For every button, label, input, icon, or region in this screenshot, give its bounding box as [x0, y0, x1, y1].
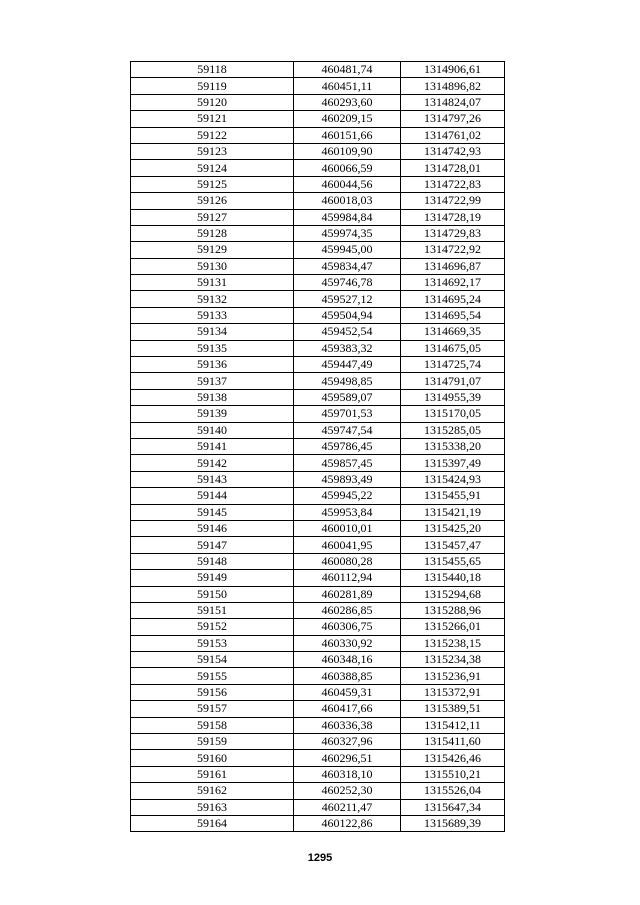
x-coordinate-cell: 459984,84 [294, 209, 401, 225]
x-coordinate-cell: 459974,35 [294, 225, 401, 241]
table-row [131, 209, 505, 225]
table-row [131, 373, 505, 389]
y-coordinate-cell: 1315440,18 [401, 570, 505, 586]
y-coordinate-cell: 1315234,38 [401, 652, 505, 668]
coordinates-table [130, 61, 505, 832]
point-id-cell: 59153 [131, 635, 294, 651]
x-coordinate-cell: 460306,75 [294, 619, 401, 635]
y-coordinate-cell: 1315338,20 [401, 438, 505, 454]
point-id-cell: 59159 [131, 734, 294, 750]
point-id-cell: 59143 [131, 471, 294, 487]
point-id-cell: 59135 [131, 340, 294, 356]
point-id-cell: 59150 [131, 586, 294, 602]
table-row [131, 62, 505, 78]
point-id-cell: 59128 [131, 225, 294, 241]
point-id-cell: 59155 [131, 668, 294, 684]
x-coordinate-cell: 459498,85 [294, 373, 401, 389]
y-coordinate-cell: 1314729,83 [401, 225, 505, 241]
table-row [131, 750, 505, 766]
x-coordinate-cell: 460330,92 [294, 635, 401, 651]
point-id-cell: 59137 [131, 373, 294, 389]
y-coordinate-cell: 1314896,82 [401, 78, 505, 94]
table-row [131, 438, 505, 454]
point-id-cell: 59147 [131, 537, 294, 553]
table-row [131, 357, 505, 373]
point-id-cell: 59121 [131, 111, 294, 127]
point-id-cell: 59123 [131, 143, 294, 159]
point-id-cell: 59140 [131, 422, 294, 438]
table-row [131, 602, 505, 618]
x-coordinate-cell: 460252,30 [294, 783, 401, 799]
table-row [131, 684, 505, 700]
table-row [131, 176, 505, 192]
table-row [131, 570, 505, 586]
point-id-cell: 59138 [131, 389, 294, 405]
y-coordinate-cell: 1315510,21 [401, 766, 505, 782]
y-coordinate-cell: 1315236,91 [401, 668, 505, 684]
y-coordinate-cell: 1315689,39 [401, 815, 505, 831]
table-row [131, 668, 505, 684]
x-coordinate-cell: 459786,45 [294, 438, 401, 454]
table-row [131, 111, 505, 127]
point-id-cell: 59118 [131, 62, 294, 78]
x-coordinate-cell: 459589,07 [294, 389, 401, 405]
y-coordinate-cell: 1315424,93 [401, 471, 505, 487]
table-row [131, 127, 505, 143]
y-coordinate-cell: 1315397,49 [401, 455, 505, 471]
table-row [131, 160, 505, 176]
y-coordinate-cell: 1314824,07 [401, 94, 505, 110]
point-id-cell: 59157 [131, 701, 294, 717]
table-row [131, 340, 505, 356]
point-id-cell: 59134 [131, 324, 294, 340]
point-id-cell: 59125 [131, 176, 294, 192]
y-coordinate-cell: 1315389,51 [401, 701, 505, 717]
point-id-cell: 59149 [131, 570, 294, 586]
table-row [131, 815, 505, 831]
y-coordinate-cell: 1315455,65 [401, 553, 505, 569]
point-id-cell: 59146 [131, 520, 294, 536]
y-coordinate-cell: 1315372,91 [401, 684, 505, 700]
x-coordinate-cell: 460281,89 [294, 586, 401, 602]
y-coordinate-cell: 1315170,05 [401, 406, 505, 422]
x-coordinate-cell: 460481,74 [294, 62, 401, 78]
x-coordinate-cell: 460327,96 [294, 734, 401, 750]
point-id-cell: 59145 [131, 504, 294, 520]
x-coordinate-cell: 460066,59 [294, 160, 401, 176]
point-id-cell: 59161 [131, 766, 294, 782]
y-coordinate-cell: 1315288,96 [401, 602, 505, 618]
x-coordinate-cell: 460336,38 [294, 717, 401, 733]
y-coordinate-cell: 1314695,54 [401, 307, 505, 323]
point-id-cell: 59133 [131, 307, 294, 323]
x-coordinate-cell: 460151,66 [294, 127, 401, 143]
y-coordinate-cell: 1315457,47 [401, 537, 505, 553]
y-coordinate-cell: 1314695,24 [401, 291, 505, 307]
table-row [131, 389, 505, 405]
table-row [131, 488, 505, 504]
table-row [131, 586, 505, 602]
x-coordinate-cell: 460209,15 [294, 111, 401, 127]
y-coordinate-cell: 1314722,83 [401, 176, 505, 192]
x-coordinate-cell: 460286,85 [294, 602, 401, 618]
x-coordinate-cell: 460348,16 [294, 652, 401, 668]
x-coordinate-cell: 460451,11 [294, 78, 401, 94]
table-row [131, 275, 505, 291]
point-id-cell: 59162 [131, 783, 294, 799]
y-coordinate-cell: 1314797,26 [401, 111, 505, 127]
y-coordinate-cell: 1315426,46 [401, 750, 505, 766]
x-coordinate-cell: 460293,60 [294, 94, 401, 110]
y-coordinate-cell: 1315526,04 [401, 783, 505, 799]
x-coordinate-cell: 460296,51 [294, 750, 401, 766]
point-id-cell: 59148 [131, 553, 294, 569]
x-coordinate-cell: 460018,03 [294, 193, 401, 209]
point-id-cell: 59144 [131, 488, 294, 504]
x-coordinate-cell: 459701,53 [294, 406, 401, 422]
y-coordinate-cell: 1315285,05 [401, 422, 505, 438]
y-coordinate-cell: 1314761,02 [401, 127, 505, 143]
table-row [131, 652, 505, 668]
table-row [131, 717, 505, 733]
x-coordinate-cell: 460211,47 [294, 799, 401, 815]
point-id-cell: 59130 [131, 258, 294, 274]
y-coordinate-cell: 1314692,17 [401, 275, 505, 291]
table-row [131, 619, 505, 635]
y-coordinate-cell: 1315294,68 [401, 586, 505, 602]
x-coordinate-cell: 459945,00 [294, 242, 401, 258]
y-coordinate-cell: 1315647,34 [401, 799, 505, 815]
y-coordinate-cell: 1315455,91 [401, 488, 505, 504]
table-row [131, 225, 505, 241]
y-coordinate-cell: 1314728,19 [401, 209, 505, 225]
point-id-cell: 59122 [131, 127, 294, 143]
x-coordinate-cell: 459383,32 [294, 340, 401, 356]
point-id-cell: 59119 [131, 78, 294, 94]
x-coordinate-cell: 459945,22 [294, 488, 401, 504]
table-row [131, 258, 505, 274]
table-row [131, 701, 505, 717]
point-id-cell: 59139 [131, 406, 294, 422]
table-row [131, 635, 505, 651]
y-coordinate-cell: 1314955,39 [401, 389, 505, 405]
x-coordinate-cell: 459857,45 [294, 455, 401, 471]
y-coordinate-cell: 1314728,01 [401, 160, 505, 176]
table-row [131, 799, 505, 815]
x-coordinate-cell: 459747,54 [294, 422, 401, 438]
table-row [131, 520, 505, 536]
x-coordinate-cell: 460318,10 [294, 766, 401, 782]
x-coordinate-cell: 460417,66 [294, 701, 401, 717]
y-coordinate-cell: 1315238,15 [401, 635, 505, 651]
x-coordinate-cell: 460041,95 [294, 537, 401, 553]
table-row [131, 553, 505, 569]
y-coordinate-cell: 1315421,19 [401, 504, 505, 520]
y-coordinate-cell: 1314696,87 [401, 258, 505, 274]
x-coordinate-cell: 459452,54 [294, 324, 401, 340]
y-coordinate-cell: 1315266,01 [401, 619, 505, 635]
table-row [131, 94, 505, 110]
x-coordinate-cell: 460080,28 [294, 553, 401, 569]
point-id-cell: 59151 [131, 602, 294, 618]
point-id-cell: 59120 [131, 94, 294, 110]
point-id-cell: 59129 [131, 242, 294, 258]
x-coordinate-cell: 459953,84 [294, 504, 401, 520]
x-coordinate-cell: 460109,90 [294, 143, 401, 159]
x-coordinate-cell: 459746,78 [294, 275, 401, 291]
table-row [131, 307, 505, 323]
y-coordinate-cell: 1314791,07 [401, 373, 505, 389]
x-coordinate-cell: 459893,49 [294, 471, 401, 487]
table-row [131, 734, 505, 750]
table-row [131, 471, 505, 487]
point-id-cell: 59158 [131, 717, 294, 733]
y-coordinate-cell: 1314722,92 [401, 242, 505, 258]
y-coordinate-cell: 1314906,61 [401, 62, 505, 78]
y-coordinate-cell: 1314725,74 [401, 357, 505, 373]
x-coordinate-cell: 459447,49 [294, 357, 401, 373]
point-id-cell: 59131 [131, 275, 294, 291]
table-row [131, 324, 505, 340]
table-row [131, 783, 505, 799]
table-row [131, 455, 505, 471]
table-row [131, 193, 505, 209]
table-row [131, 291, 505, 307]
point-id-cell: 59163 [131, 799, 294, 815]
y-coordinate-cell: 1315425,20 [401, 520, 505, 536]
page-number: 1295 [307, 852, 333, 864]
point-id-cell: 59156 [131, 684, 294, 700]
table-row [131, 537, 505, 553]
x-coordinate-cell: 460112,94 [294, 570, 401, 586]
point-id-cell: 59160 [131, 750, 294, 766]
table-row [131, 766, 505, 782]
x-coordinate-cell: 460459,31 [294, 684, 401, 700]
point-id-cell: 59136 [131, 357, 294, 373]
table-row [131, 143, 505, 159]
y-coordinate-cell: 1314675,05 [401, 340, 505, 356]
y-coordinate-cell: 1315412,11 [401, 717, 505, 733]
point-id-cell: 59126 [131, 193, 294, 209]
table-row [131, 422, 505, 438]
table-row [131, 406, 505, 422]
table-row [131, 504, 505, 520]
y-coordinate-cell: 1315411,60 [401, 734, 505, 750]
y-coordinate-cell: 1314742,93 [401, 143, 505, 159]
x-coordinate-cell: 460122,86 [294, 815, 401, 831]
point-id-cell: 59142 [131, 455, 294, 471]
x-coordinate-cell: 459527,12 [294, 291, 401, 307]
x-coordinate-cell: 460044,56 [294, 176, 401, 192]
point-id-cell: 59127 [131, 209, 294, 225]
x-coordinate-cell: 459834,47 [294, 258, 401, 274]
coordinates-table-body [131, 62, 505, 832]
point-id-cell: 59124 [131, 160, 294, 176]
x-coordinate-cell: 460388,85 [294, 668, 401, 684]
x-coordinate-cell: 459504,94 [294, 307, 401, 323]
y-coordinate-cell: 1314669,35 [401, 324, 505, 340]
table-row [131, 78, 505, 94]
point-id-cell: 59152 [131, 619, 294, 635]
point-id-cell: 59132 [131, 291, 294, 307]
x-coordinate-cell: 460010,01 [294, 520, 401, 536]
point-id-cell: 59164 [131, 815, 294, 831]
point-id-cell: 59154 [131, 652, 294, 668]
table-row [131, 242, 505, 258]
point-id-cell: 59141 [131, 438, 294, 454]
y-coordinate-cell: 1314722,99 [401, 193, 505, 209]
